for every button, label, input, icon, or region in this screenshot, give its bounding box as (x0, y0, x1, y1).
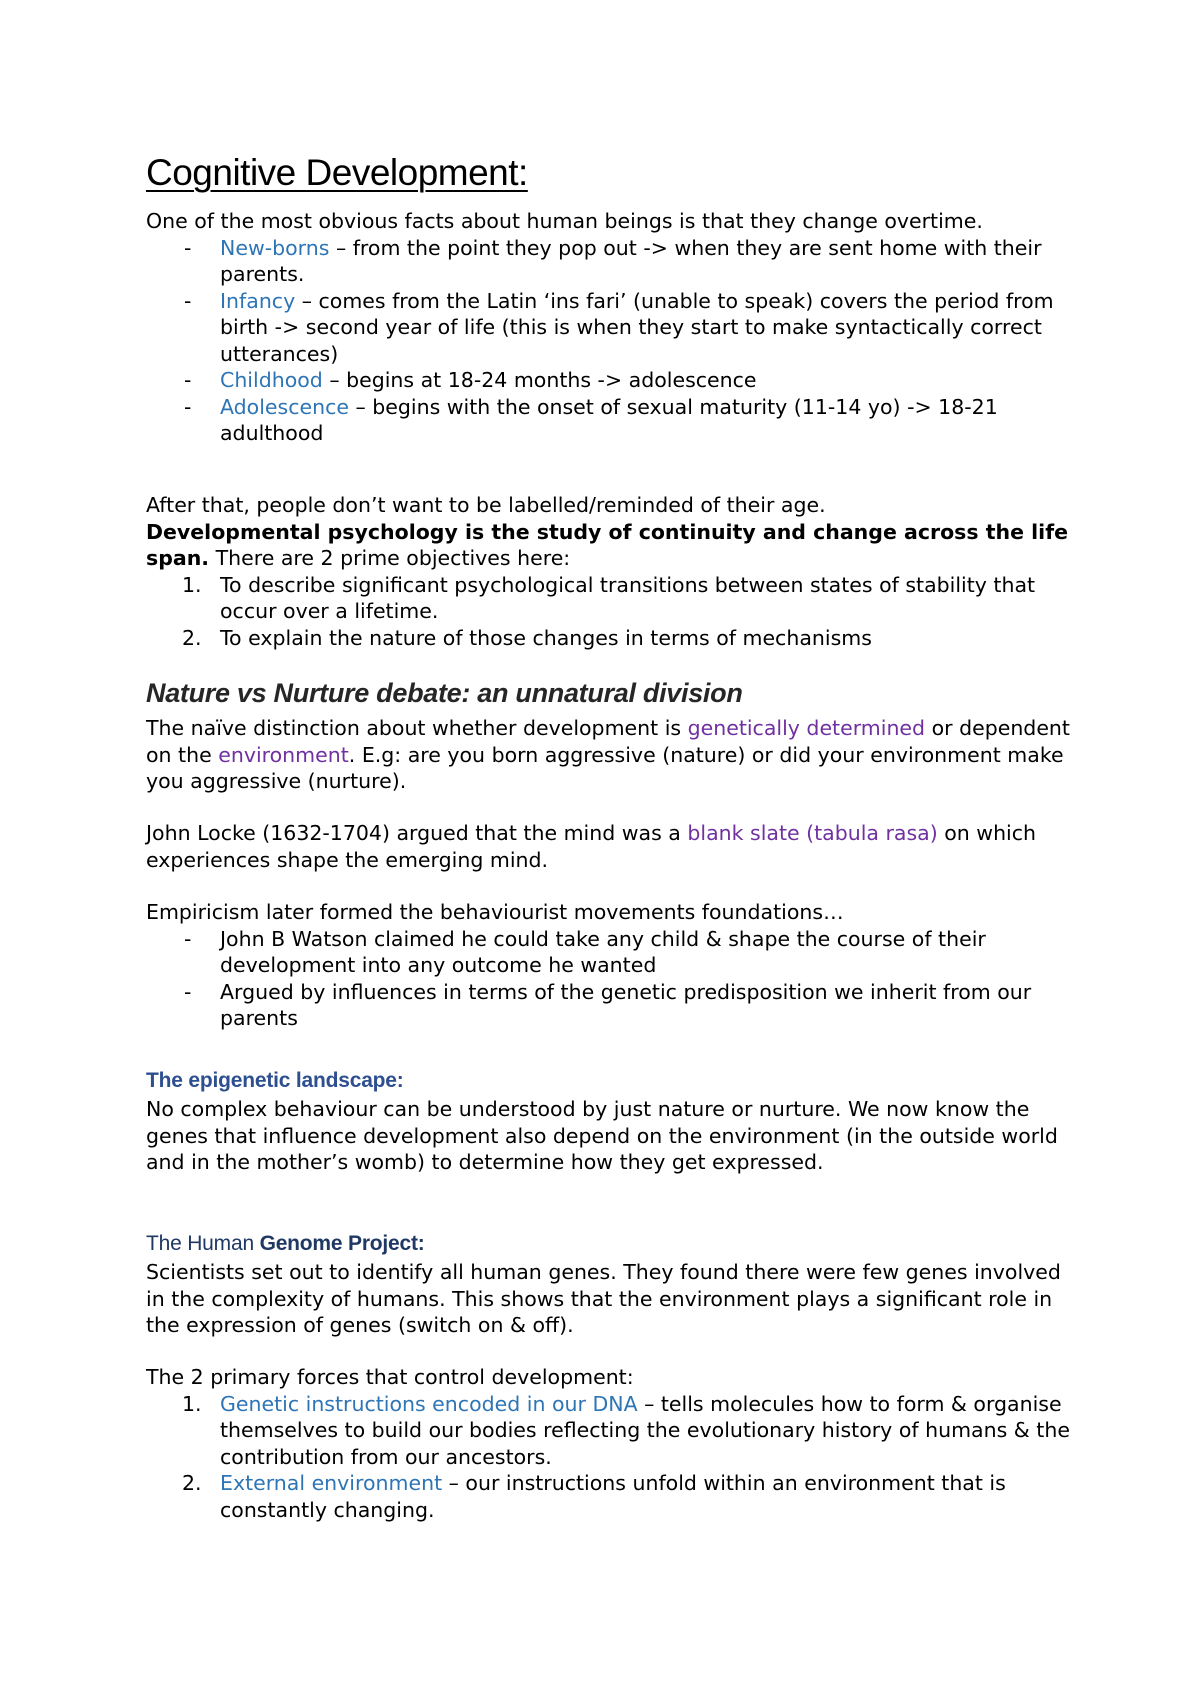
text-run: . E.g: are you born aggressive (nature) or did your environment make you aggressive (nurture). (146, 742, 1064, 793)
after-text: After that, people don’t want to be labelled/reminded of their age. (146, 493, 826, 517)
list-item (146, 979, 1076, 1032)
keyword-environment: environment (218, 742, 349, 767)
text-run: John Locke (1632-1704) argued that the mind was a (146, 821, 688, 845)
nature-nurture-heading: Nature vs Nurture debate: an unnatural division (146, 678, 743, 708)
text-run: on which experiences shape the emerging mind. (146, 821, 1037, 872)
dash-marker: - (184, 394, 192, 419)
nature-paragraph-1 (146, 715, 1076, 795)
forces-section (146, 1364, 1076, 1523)
force-description: – our instructions unfold within an environment that is constantly changing. (220, 1471, 1006, 1522)
number-marker: 1. (182, 1391, 202, 1416)
force-term: External environment (220, 1471, 443, 1495)
list-text: Argued by influences in terms of the genetic predisposition we inherit from our parents (220, 979, 1032, 1030)
number-marker: 2. (182, 1471, 202, 1495)
definition-text (146, 519, 1076, 572)
genome-text: Scientists set out to identify all human genes. They found there were few genes involved in the complexity of humans. This shows that the environment plays a significant role in the expression of genes (switch on & off). (146, 1260, 1061, 1337)
stage-description: – from the point they pop out -> when they are sent home with their parents. (220, 235, 1042, 286)
definition-rest: There are 2 prime objectives here: (209, 546, 571, 570)
empiricism-section (146, 899, 1076, 1032)
stage-description: – begins with the onset of sexual maturity (11-14 yo) -> 18-21 adulthood (220, 394, 998, 445)
list-item (146, 625, 1076, 652)
stage-description: – begins at 18-24 months -> adolescence (322, 368, 757, 392)
list-item (146, 926, 1076, 979)
empiricism-text: Empiricism later formed the behaviourist movements foundations… (146, 900, 844, 924)
text-run: or dependent on the (146, 716, 1070, 767)
empiricism-list (146, 926, 1076, 1032)
epigenetic-text: No complex behaviour can be understood by just nature or nurture. We now know the genes that influence development also depend on the environment (in the outside world and in the mother’s womb) to determine how they get expressed. (146, 1097, 1058, 1174)
stage-term: Infancy (220, 288, 296, 313)
genome-heading (146, 1232, 425, 1256)
stage-term: Childhood (220, 368, 323, 392)
list-item (146, 1391, 1076, 1471)
list-item (146, 367, 1076, 394)
objective-text: To explain the nature of those changes in terms of mechanisms (220, 625, 872, 650)
list-item (146, 235, 1076, 288)
forces-list (146, 1391, 1076, 1524)
life-stages-list (146, 235, 1076, 447)
genome-section (146, 1259, 1076, 1339)
stage-term: Adolescence (220, 394, 349, 419)
objective-text: To describe significant psychological transitions between states of stability that occur over a lifetime. (220, 572, 1036, 623)
nature-paragraph-2 (146, 820, 1076, 873)
force-description: – tells molecules how to form & organise themselves to build our bodies reflecting the evolutionary history of humans & the contribution from our ancestors. (220, 1391, 1070, 1469)
genome-heading-b: Genome Project: (259, 1232, 425, 1255)
genome-heading-a: The Human (146, 1232, 260, 1255)
intro-section (146, 208, 1076, 447)
dash-marker: - (184, 368, 192, 392)
stage-term: New-borns (220, 235, 330, 260)
epigenetic-heading: The epigenetic landscape: (146, 1069, 404, 1092)
dash-marker: - (184, 288, 192, 313)
force-term: Genetic instructions encoded in our DNA (220, 1391, 638, 1416)
nature-nurture-section (146, 715, 1076, 795)
list-item (146, 1470, 1076, 1523)
definition-bold: Developmental psychology is the study of continuity and change across the life span. (146, 519, 1069, 570)
list-item (146, 288, 1076, 368)
intro-text: One of the most obvious facts about human beings is that they change overtime. (146, 209, 983, 233)
dash-marker: - (184, 926, 192, 951)
list-item (146, 572, 1076, 625)
number-marker: 2. (182, 625, 202, 650)
page-title: Cognitive Development: (146, 152, 528, 193)
stage-description: – comes from the Latin ‘ins fari’ (unable to speak) covers the period from birth -> second year of life (this is when they start to make syntactically correct utterances) (220, 288, 1054, 366)
list-text: John B Watson claimed he could take any child & shape the course of their development into any outcome he wanted (220, 926, 986, 977)
dash-marker: - (184, 979, 192, 1004)
definition-section (146, 492, 1076, 651)
objectives-list (146, 572, 1076, 652)
keyword-genetic: genetically determined (687, 716, 926, 740)
dash-marker: - (184, 235, 192, 260)
list-item (146, 394, 1076, 447)
locke-section (146, 820, 1076, 873)
keyword-blank-slate: blank slate (tabula rasa) (687, 821, 938, 845)
forces-intro: The 2 primary forces that control development: (146, 1365, 634, 1389)
number-marker: 1. (182, 572, 202, 597)
epigenetic-section (146, 1096, 1076, 1176)
text-run: The naïve distinction about whether development is (146, 716, 688, 740)
